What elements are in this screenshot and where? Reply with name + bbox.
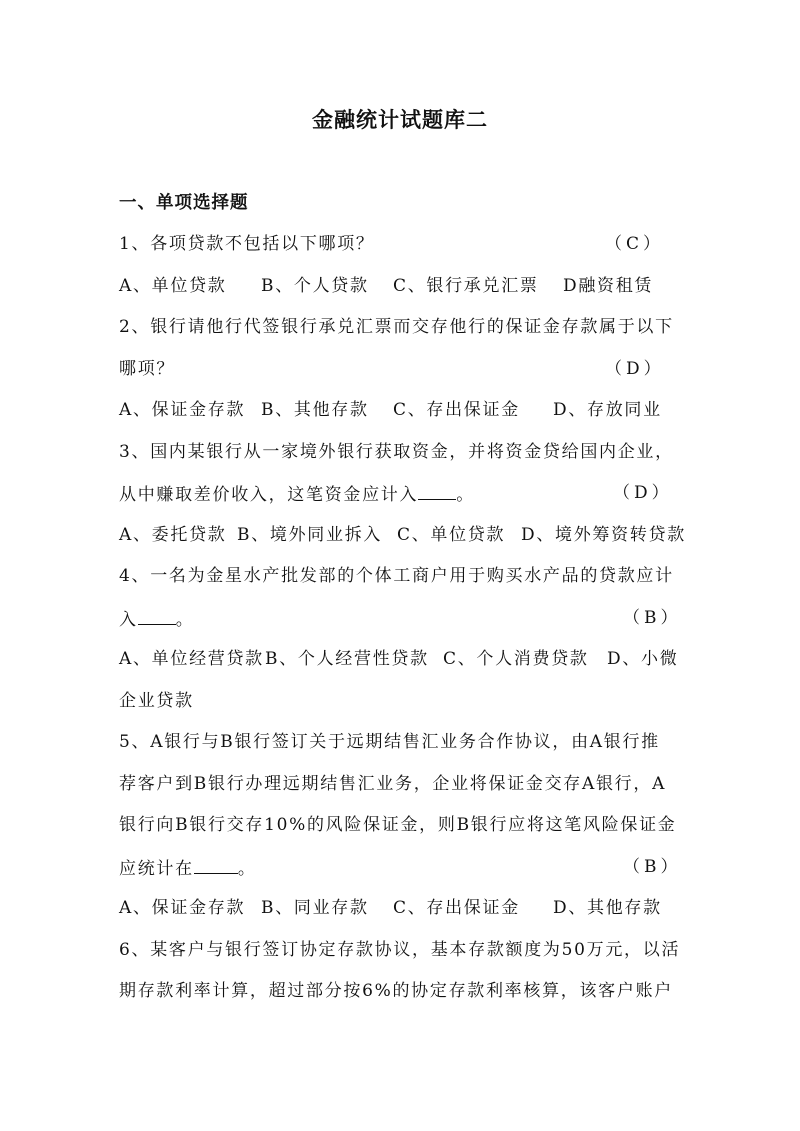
option-c: C、银行承兑汇票 — [393, 275, 539, 296]
option-b: B、个人经营性贷款 — [265, 649, 429, 669]
document-title: 金融统计试题库二 — [312, 108, 488, 132]
option-a: A、保证金存款 — [119, 400, 246, 420]
answer-blank — [418, 477, 456, 500]
question-4-text-2-end: 。 — [175, 609, 195, 630]
question-4-text-1: 4、一名为金星水产批发部的个体工商户用于购买水产品的贷款应计 — [119, 566, 674, 586]
question-2-answer: （D） — [605, 358, 665, 379]
question-3-answer: （D） — [613, 483, 673, 503]
question-4-options-line-2 — [119, 685, 681, 727]
question-4-options-line-1 — [119, 643, 681, 685]
question-4-answer: （B） — [623, 607, 682, 628]
question-3-text-1: 3、国内某银行从一家境外银行获取资金，并将资金贷给国内企业， — [119, 441, 674, 462]
question-5-line-2 — [119, 768, 681, 810]
question-3-text-2: 从中赚取差价收入，这笔资金应计入 — [119, 485, 419, 505]
question-1-line-1 — [119, 228, 681, 270]
option-b: B、同业存款 — [261, 898, 369, 918]
question-2-line-1 — [119, 311, 681, 353]
question-5-text-3: 银行向B银行交存10%的风险保证金，则B银行应将这笔风险保证金 — [119, 815, 677, 835]
question-2-text-1: 2、银行请他行代签银行承兑汇票而交存他行的保证金存款属于以下 — [119, 317, 674, 337]
question-4-line-2 — [119, 602, 681, 644]
option-a: A、委托贷款 — [119, 524, 227, 545]
option-c: C、存出保证金 — [393, 400, 520, 420]
question-5-text-4-end: 。 — [237, 858, 257, 879]
question-3-text-2-end: 。 — [456, 485, 475, 505]
question-5-options — [119, 892, 681, 934]
question-5-text-4: 应统计在 — [119, 858, 194, 879]
question-1-options — [119, 270, 681, 312]
question-5-line-4 — [119, 851, 681, 893]
option-a: A、单位经营贷款 — [119, 649, 264, 669]
question-6-line-1 — [119, 934, 681, 976]
option-a: A、保证金存款 — [119, 898, 246, 918]
question-1-answer: （C） — [605, 234, 665, 254]
option-a: A、单位贷款 — [119, 275, 227, 296]
question-4-line-1 — [119, 560, 681, 602]
question-5-text-1: 5、A银行与B银行签订关于远期结售汇业务合作协议，由A银行推 — [119, 732, 660, 752]
question-3-line-1 — [119, 436, 681, 478]
option-d: D、小微 — [607, 649, 679, 669]
option-b: B、其他存款 — [261, 400, 369, 420]
question-3-options — [119, 519, 686, 561]
option-d: D、其他存款 — [553, 898, 662, 918]
answer-blank — [194, 851, 238, 874]
answer-blank — [138, 602, 176, 625]
option-c: C、存出保证金 — [393, 898, 520, 918]
option-c: C、个人消费贷款 — [443, 649, 589, 669]
option-d-continued: 企业贷款 — [119, 690, 194, 711]
option-d: D、境外筹资转贷款 — [521, 524, 686, 545]
section-heading: 一、单项选择题 — [119, 193, 249, 213]
question-3-line-2 — [119, 477, 681, 519]
option-b: B、境外同业拆入 — [237, 524, 383, 545]
question-list — [119, 228, 686, 1017]
question-5-text-2: 荐客户到B银行办理远期结售汇业务，企业将保证金交存A银行，A — [119, 773, 667, 794]
question-5-line-1 — [119, 726, 681, 768]
option-d: D、存放同业 — [553, 400, 662, 420]
option-d: D融资租赁 — [563, 275, 654, 296]
question-2-options — [119, 394, 681, 436]
question-4-text-2: 入 — [119, 609, 138, 630]
option-c: C、单位贷款 — [397, 524, 506, 545]
question-6-text-2: 期存款利率计算，超过部分按6%的协定存款利率核算，该客户账户 — [119, 981, 673, 1001]
question-6-line-2 — [119, 975, 681, 1017]
question-2-line-2 — [119, 353, 681, 395]
question-6-text-1: 6、某客户与银行签订协定存款协议，基本存款额度为50万元，以活 — [119, 939, 681, 960]
question-5-line-3 — [119, 809, 681, 851]
question-5-answer: （B） — [623, 856, 682, 877]
question-1-text: 1、各项贷款不包括以下哪项？ — [119, 234, 375, 254]
option-b: B、个人贷款 — [261, 275, 369, 296]
question-2-text-2: 哪项？ — [119, 358, 176, 379]
